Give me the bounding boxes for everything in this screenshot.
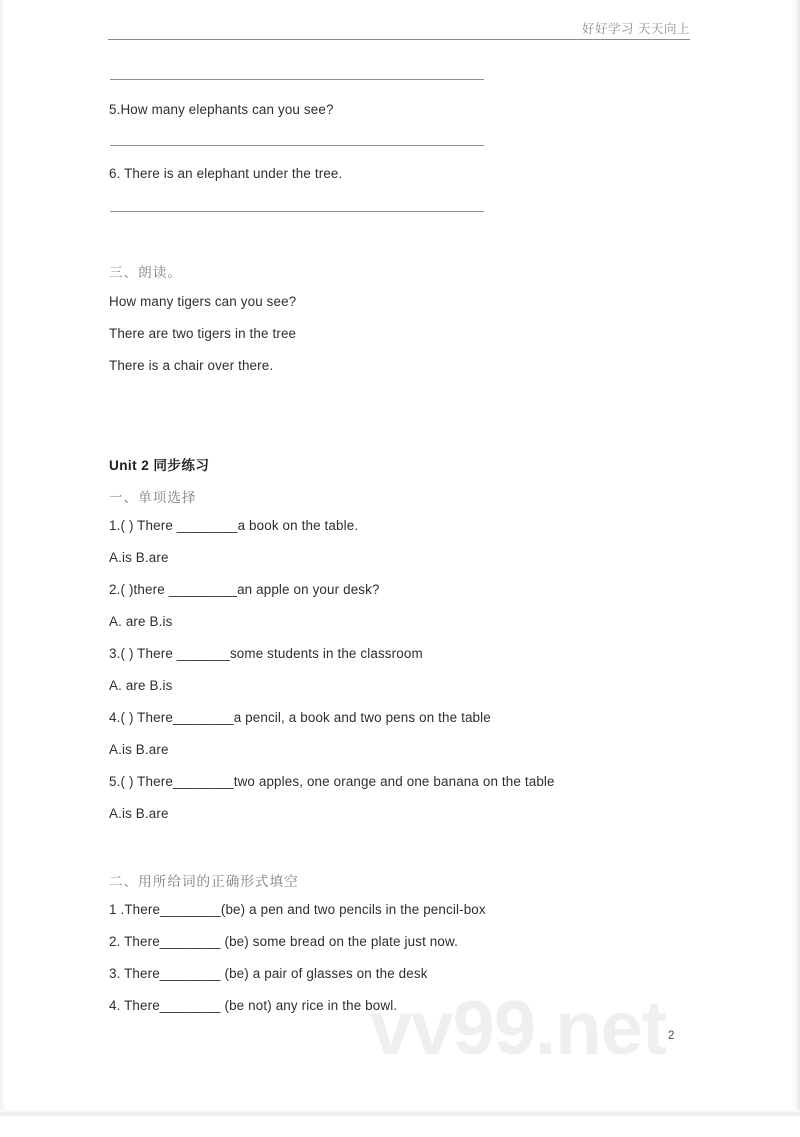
- unit-two-title: Unit 2 同步练习: [109, 458, 210, 473]
- fill-blank-question: 2. There________ (be) some bread on the plate just now.: [109, 934, 458, 949]
- page-edge-right: [791, 0, 800, 1113]
- answer-rule: [110, 79, 484, 80]
- question-line: 5.How many elephants can you see?: [109, 102, 334, 117]
- choice-question-prompt: 1.( ) There ________a book on the table.: [109, 518, 359, 533]
- fill-blank-question: 4. There________ (be not) any rice in the bowl.: [109, 998, 398, 1013]
- fill-blank-question: 3. There________ (be) a pair of glasses on the desk: [109, 966, 428, 981]
- choice-question-prompt: 5.( ) There________two apples, one orange and one banana on the table: [109, 774, 555, 789]
- site-watermark: vv99.net: [370, 986, 667, 1071]
- reading-line: There is a chair over there.: [109, 358, 274, 373]
- section-three-heading: 三、朗读。: [109, 265, 182, 280]
- fill-blank-question: 1 .There________(be) a pen and two pencils in the pencil-box: [109, 902, 486, 917]
- choice-question-prompt: 2.( )there _________an apple on your desk?: [109, 582, 380, 597]
- question-line: 6. There is an elephant under the tree.: [109, 166, 343, 181]
- choice-question-options: A. are B.is: [109, 678, 173, 693]
- choice-question-prompt: 4.( ) There________a pencil, a book and two pens on the table: [109, 710, 491, 725]
- page-number: 2: [668, 1030, 675, 1042]
- section-one-heading: 一、单项选择: [109, 490, 197, 505]
- choice-question-prompt: 3.( ) There _______some students in the classroom: [109, 646, 423, 661]
- page-edge-bottom: [0, 1110, 800, 1117]
- page-edge-left: [0, 0, 6, 1113]
- header-divider: [108, 39, 690, 40]
- choice-question-options: A.is B.are: [109, 742, 169, 757]
- reading-line: How many tigers can you see?: [109, 294, 297, 309]
- choice-question-options: A. are B.is: [109, 614, 173, 629]
- section-two-heading: 二、用所给词的正确形式填空: [109, 874, 299, 889]
- reading-line: There are two tigers in the tree: [109, 326, 297, 341]
- answer-rule: [110, 211, 484, 212]
- page-header-text: 好好学习 天天向上: [582, 22, 690, 36]
- answer-rule: [110, 145, 484, 146]
- choice-question-options: A.is B.are: [109, 806, 169, 821]
- choice-question-options: A.is B.are: [109, 550, 169, 565]
